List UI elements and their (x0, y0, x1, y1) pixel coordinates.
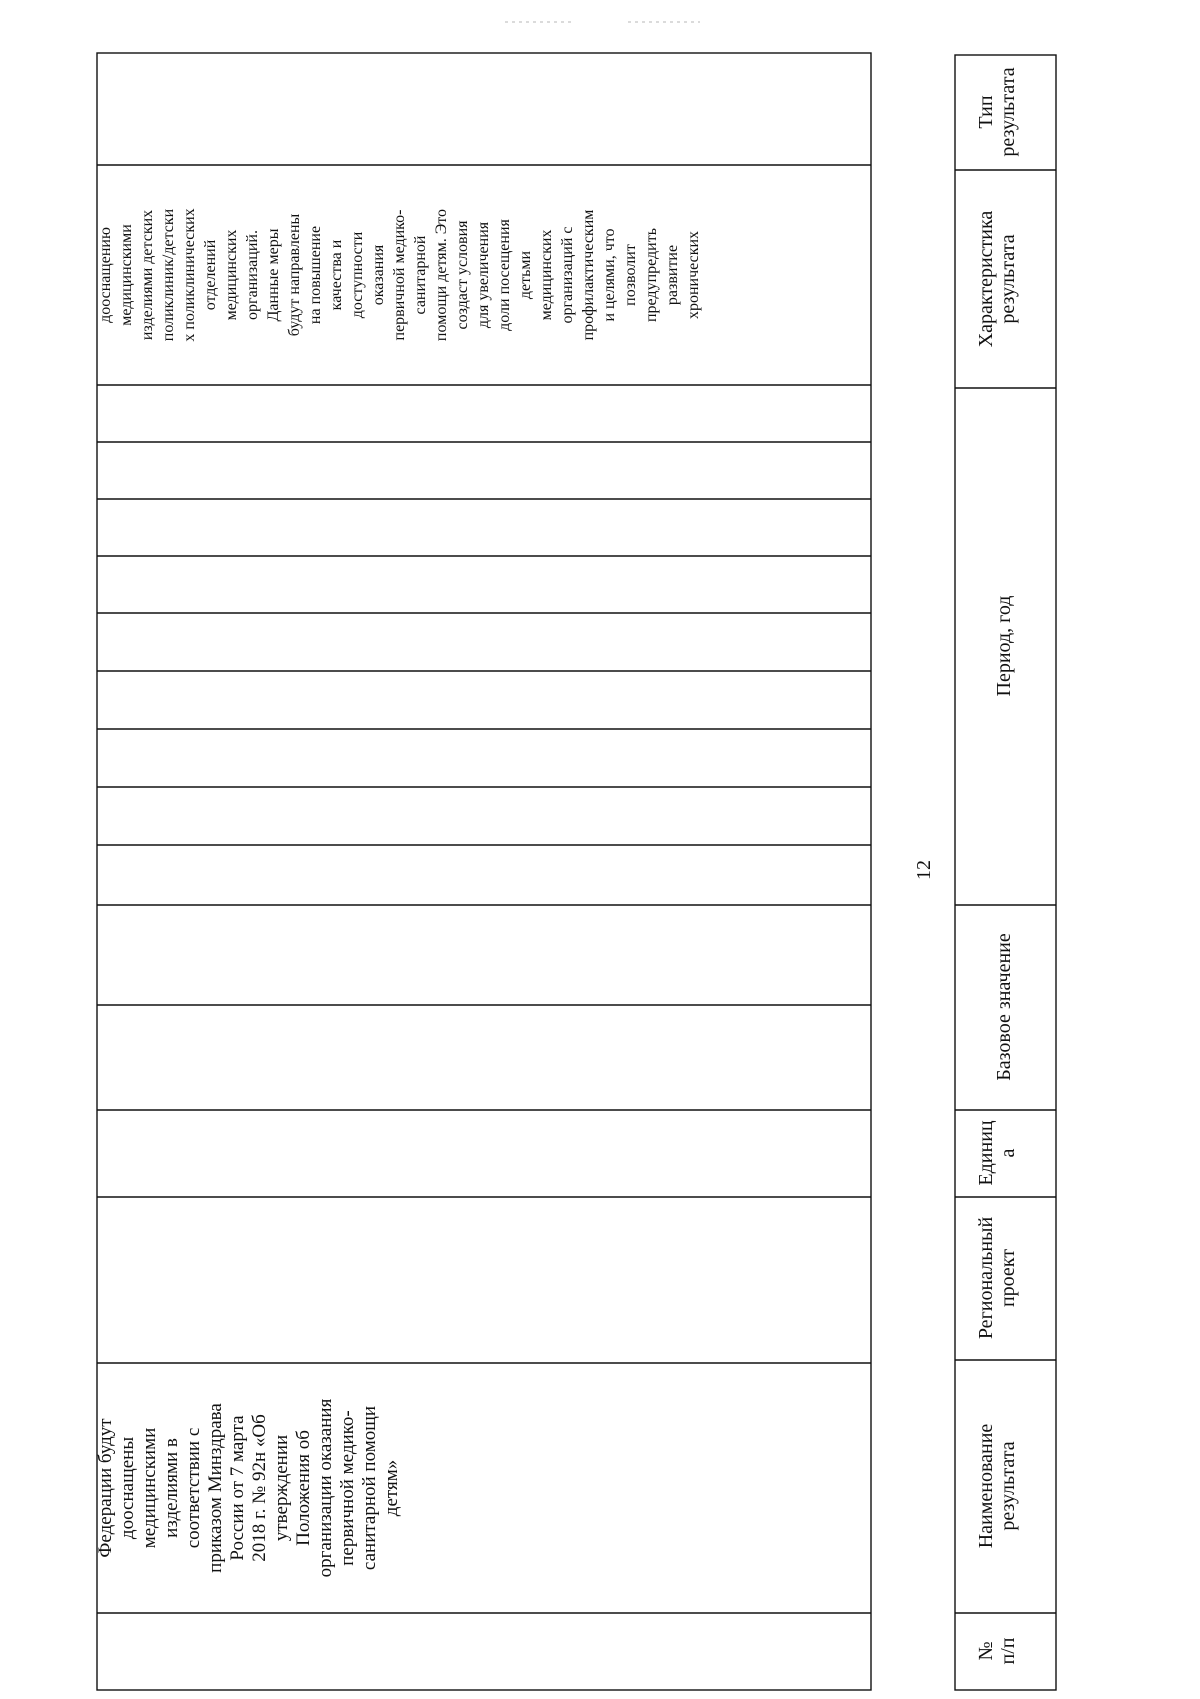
name-line: Положения об (293, 1430, 314, 1546)
name-line: изделиями в (161, 1438, 182, 1538)
header-type: Тип (975, 95, 997, 129)
characteristic-line: качества и (328, 239, 345, 311)
characteristic-line: х поликлинических (181, 208, 198, 342)
name-line: детям» (381, 1459, 402, 1517)
characteristic-line: и целями, что (601, 228, 618, 322)
characteristic-line: будут направлены (286, 213, 303, 337)
characteristic-line: изделиями детских (139, 209, 156, 341)
page-number: 12 (913, 860, 935, 880)
header-num: № (975, 1641, 997, 1661)
characteristic-line: детьми (517, 250, 534, 300)
characteristic-line: медицинскими (118, 224, 135, 326)
characteristic-line: дооснащению (97, 227, 114, 323)
characteristic-line: развитие (664, 244, 681, 306)
characteristic-line: медицинских (538, 229, 555, 321)
name-line: медицинскими (139, 1427, 160, 1549)
characteristic-line: хронических (685, 230, 702, 320)
characteristic-line: создаст условия (454, 220, 471, 330)
name-line: организации оказания (315, 1398, 336, 1578)
characteristic-line: на повышение (307, 225, 324, 325)
name-line: утверждении (271, 1434, 292, 1542)
header-base-value: Базовое значение (993, 933, 1015, 1081)
name-line: 2018 г. № 92н «Об (249, 1414, 270, 1562)
header-characteristic: Характеристика (975, 210, 997, 348)
characteristic-line: Данные меры (265, 228, 282, 322)
characteristic-line: первичной медико- (391, 209, 408, 341)
header-unit: Единиц (975, 1120, 997, 1186)
characteristic-line: доступности (349, 231, 366, 319)
name-line: приказом Минздрава (205, 1403, 226, 1573)
characteristic-line: помощи детям. Это (433, 208, 450, 342)
header-unit: а (997, 1148, 1019, 1158)
characteristic-line: отделений (202, 239, 219, 311)
header-type: результата (997, 67, 1019, 157)
header-period: Период, год (993, 595, 1015, 697)
header-characteristic: результата (997, 234, 1019, 324)
characteristic-line: санитарной (412, 235, 429, 315)
name-line: России от 7 марта (227, 1415, 248, 1561)
characteristic-line: профилактическим (580, 209, 597, 341)
characteristic-line: медицинских (223, 229, 240, 321)
characteristic-line: для увеличения (475, 221, 492, 329)
name-line: санитарной помощи (359, 1405, 380, 1571)
name-line: соответствии с (183, 1427, 204, 1549)
header-project: Региональный (975, 1216, 997, 1340)
header-num: п/п (997, 1637, 1019, 1665)
name-line: первичной медико- (337, 1410, 358, 1566)
characteristic-line: позволит (622, 244, 639, 306)
characteristic-line: организаций. (244, 230, 261, 320)
header-name: результата (997, 1441, 1019, 1531)
characteristic-line: предупредить (643, 227, 660, 323)
header-project: проект (997, 1248, 1019, 1308)
characteristic-line: оказания (370, 244, 387, 306)
name-line: дооснащены (117, 1436, 138, 1540)
characteristic-line: доли посещения (496, 219, 513, 331)
name-line: Федерации будут (95, 1418, 116, 1558)
characteristic-line: организаций с (559, 226, 576, 324)
header-name: Наименование (975, 1423, 997, 1549)
characteristic-line: поликлиник/детски (160, 208, 177, 342)
